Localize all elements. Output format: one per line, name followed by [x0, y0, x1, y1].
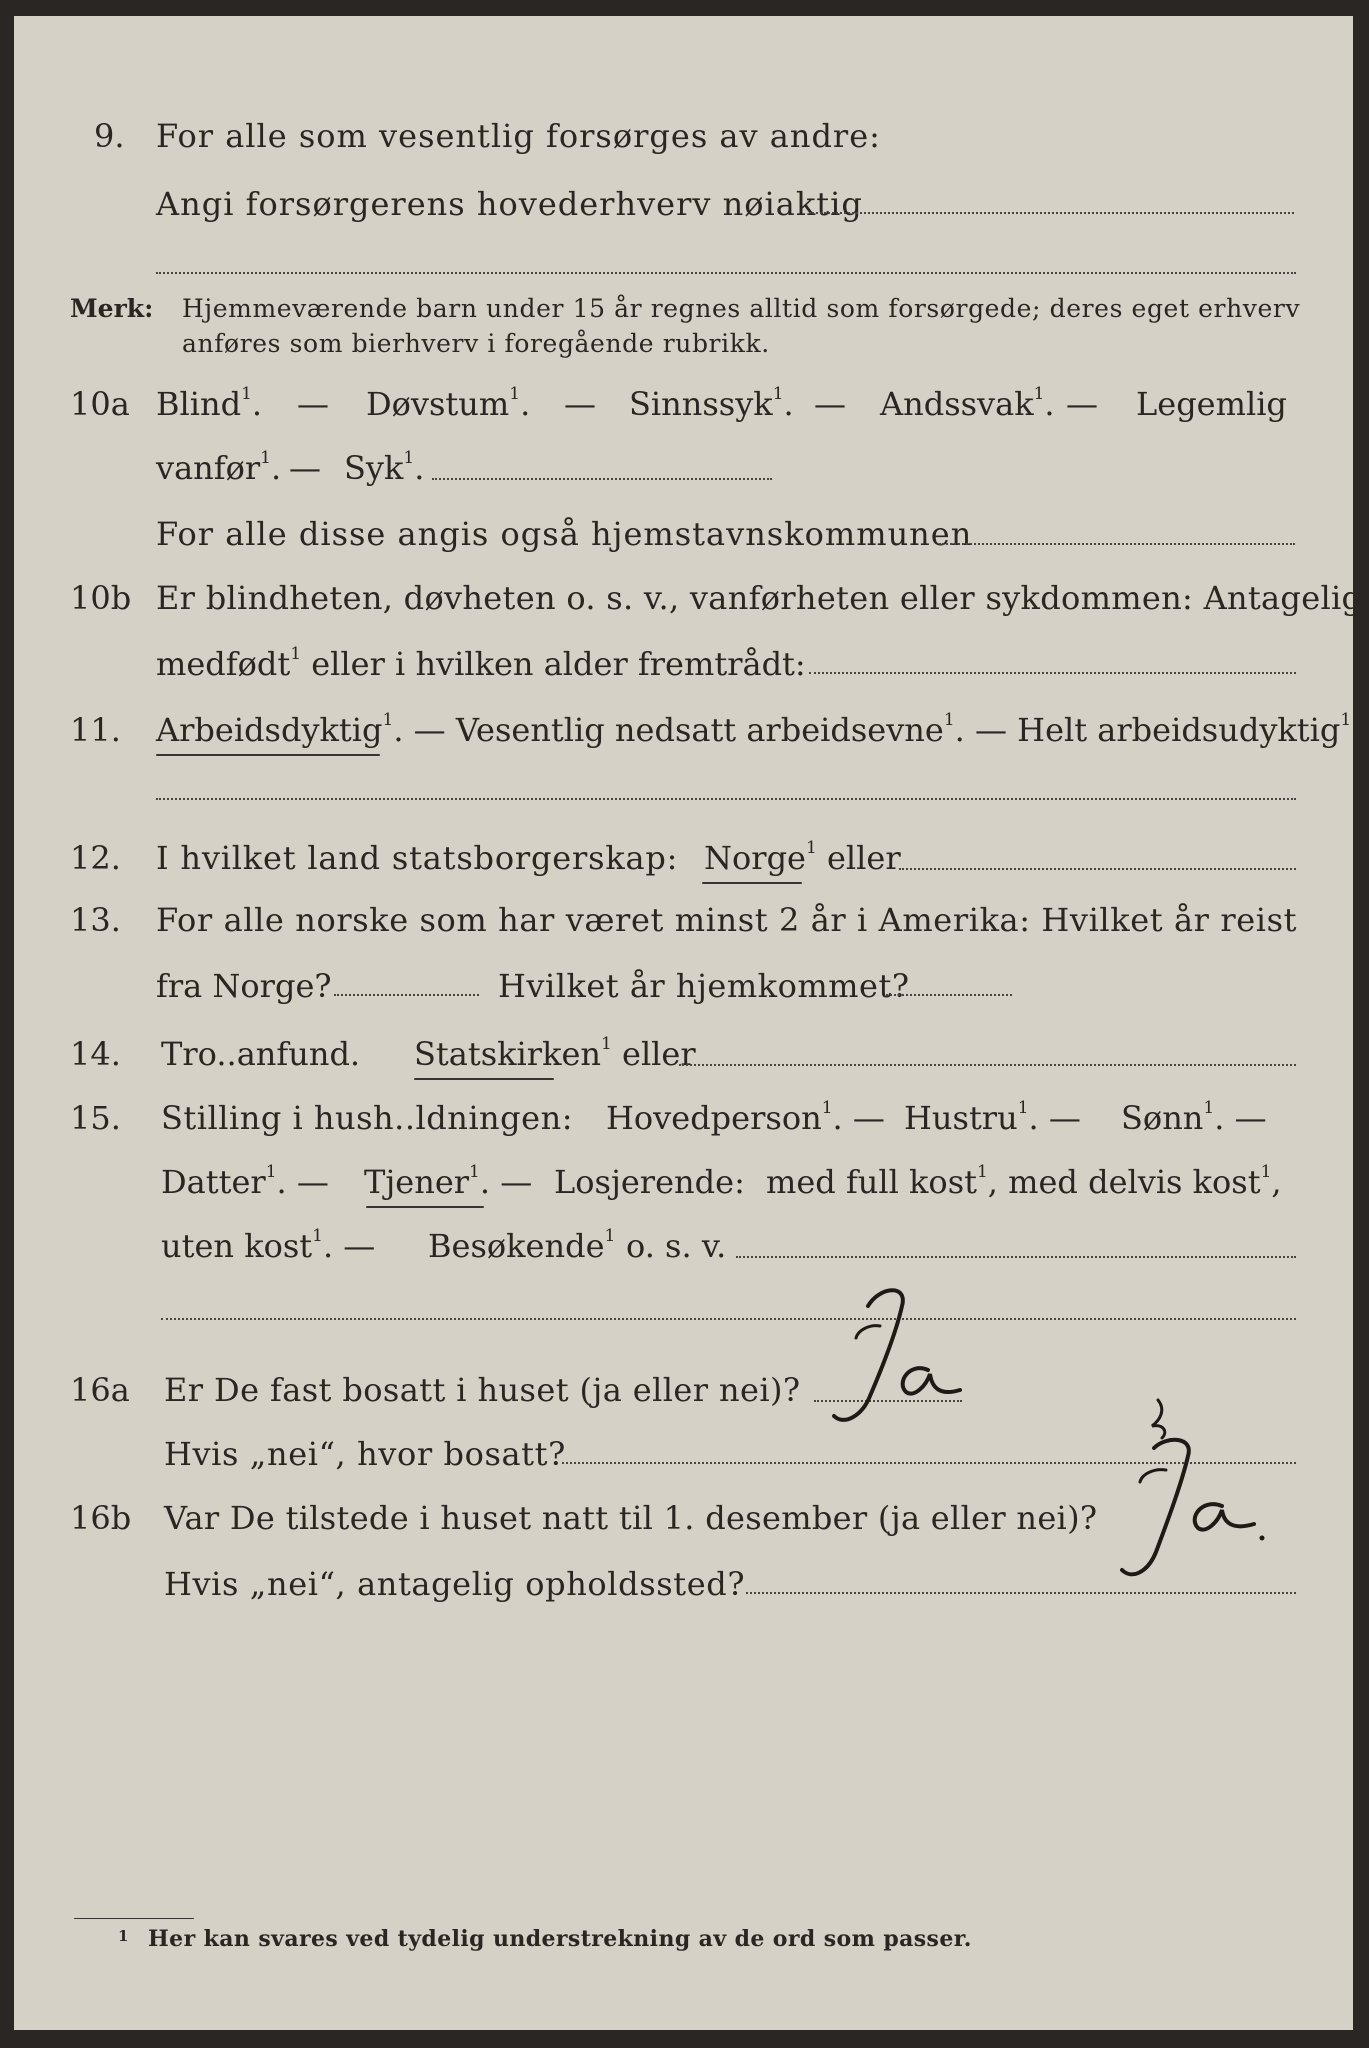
- item-9-occupation-label: Angi forsørgerens hovederhverv nøiaktig: [156, 185, 863, 223]
- footnote-ref: 1: [943, 710, 955, 730]
- item-10a-sinnssyk: Sinnssyk$^1$.: [629, 384, 794, 423]
- item-16a-where-label: Hvis „nei“, hvor bosatt?: [164, 1435, 566, 1473]
- item-14-underline-statskirken: [414, 1078, 554, 1080]
- item-10a-blind: Blind$^1$.: [156, 384, 263, 423]
- item-15-hovedperson: Hovedperson$^1$. —: [606, 1098, 885, 1137]
- footnote-ref: 1: [290, 644, 302, 664]
- item-9-answer-line-2: [156, 272, 1296, 274]
- item-16a-handwritten-answer: [810, 1278, 980, 1448]
- item-10a-vanfor: vanfør$^1$.: [156, 448, 282, 487]
- census-form-page: [14, 16, 1363, 2030]
- note-label: Merk:: [70, 294, 154, 323]
- footnote-ref: 1: [772, 384, 784, 404]
- item-12-underline-norge: [702, 882, 802, 884]
- item-9-answer-line-1: [809, 212, 1294, 214]
- item-10a-answer-line: [432, 478, 772, 480]
- item-15-besokende: Besøkende$^1$: [428, 1226, 616, 1265]
- item-12-answer-line: [899, 868, 1296, 870]
- footnote-ref: 1: [469, 1162, 480, 1182]
- item-15-household-label: Stilling i hush..ldningen:: [161, 1099, 573, 1137]
- item-16b-location-label: Hvis „nei“, antagelig opholdssted?: [164, 1565, 746, 1603]
- item-11-answer-line: [156, 798, 1296, 800]
- item-14-answer-line: [679, 1064, 1296, 1066]
- item-16b-handwritten-answer: [1084, 1396, 1274, 1596]
- item-13-return-year-line: [886, 994, 1012, 996]
- footnote-ref: 1: [382, 710, 394, 730]
- item-10b-answer-line: [809, 672, 1296, 674]
- item-16b-question: Var De tilstede i huset natt til 1. desember (ja eller nei)?: [164, 1499, 1098, 1537]
- item-10a-dash-5: —: [289, 449, 321, 487]
- item-15-hustru: Hustru$^1$. —: [904, 1098, 1081, 1137]
- item-10a-home-municipality-label: For alle disse angis også hjemstavnskommunen: [156, 515, 973, 553]
- item-16b-location-line: [746, 1592, 1296, 1594]
- footnote-ref: 1: [1340, 710, 1352, 730]
- item-15-datter: Datter$^1$. —: [161, 1162, 329, 1201]
- footnote-ref: 1: [265, 1162, 277, 1182]
- item-10a-dash-4: —: [1066, 385, 1098, 423]
- item-10a-andssvak: Andssvak$^1$.: [880, 384, 1055, 423]
- footnote-ref: 1: [403, 448, 415, 468]
- item-15-full-kost: med full kost$^1$, med delvis kost$^1$,: [766, 1162, 1282, 1201]
- footnote-ref: 1: [1033, 384, 1045, 404]
- footnote-ref: 1: [1017, 1098, 1029, 1118]
- item-14-statskirken: Statskirken$^1$ eller: [414, 1034, 696, 1073]
- item-10a-dash-3: —: [814, 385, 846, 423]
- item-16b-number: 16b: [70, 1499, 132, 1537]
- item-15-tjener: Tjener$^1$. —: [364, 1162, 533, 1201]
- item-10b-medfodt: medfødt$^1$ eller i hvilken alder fremtrådt:: [156, 644, 806, 683]
- item-11-work-capacity: Arbeidsdyktig$^1$. — Vesentlig nedsatt arbeidsevne$^1$. — Helt arbeidsudyktig$^1$.: [156, 710, 1362, 749]
- footnote-ref: 1: [604, 1226, 616, 1246]
- footnote-marker: 1: [118, 1927, 129, 1945]
- item-15-sonn: Sønn$^1$. —: [1121, 1098, 1267, 1137]
- item-13-number: 13.: [70, 901, 121, 939]
- item-10a-legemlig: Legemlig: [1136, 385, 1287, 423]
- item-10b-question: Er blindheten, døvheten o. s. v., vanførheten eller sykdommen: Antagelig: [156, 579, 1363, 617]
- item-9-question: For alle som vesentlig forsørges av andre:: [156, 117, 881, 155]
- note-line-1: Hjemmeværende barn under 15 år regnes alltid som forsørgede; deres eget erhverv: [182, 294, 1301, 323]
- footnote-ref: 1: [260, 448, 271, 468]
- footnote-separator: [74, 1918, 194, 1919]
- footnote-text: Her kan svares ved tydelig understrekning av de ord som passer.: [148, 1926, 972, 1952]
- item-11-underline-arbeidsdyktig: [156, 754, 380, 756]
- item-15-number: 15.: [70, 1099, 121, 1137]
- item-16a-question: Er De fast bosatt i huset (ja eller nei)?: [164, 1371, 801, 1409]
- item-11-number: 11.: [70, 711, 121, 749]
- note-line-2: anføres som bierhverv i foregående rubrikk.: [182, 329, 770, 358]
- item-12-norge: Norge$^1$ eller: [704, 838, 901, 877]
- item-10a-dash-2: —: [564, 385, 596, 423]
- item-14-trossamfund: Tro..anfund.: [161, 1035, 361, 1073]
- item-15-losjerende: Losjerende:: [554, 1163, 745, 1201]
- item-12-number: 12.: [70, 839, 121, 877]
- footnote-ref: 1: [976, 1162, 988, 1182]
- item-15-answer-line-2: [161, 1318, 1296, 1320]
- item-13-question: For alle norske som har været minst 2 år i Amerika: Hvilket år reist: [156, 901, 1298, 939]
- item-13-left-year-line: [334, 994, 479, 996]
- item-12-question: I hvilket land statsborgerskap:: [156, 839, 679, 877]
- item-15-answer-line-1: [736, 1256, 1296, 1258]
- footnote-ref: 1: [601, 1034, 612, 1054]
- item-9-number: 9.: [94, 117, 125, 155]
- item-10a-number: 10a: [70, 385, 130, 423]
- footnote-ref: 1: [821, 1098, 833, 1118]
- item-13-fra-norge: fra Norge?: [156, 967, 332, 1005]
- footnote-ref: 1: [805, 838, 817, 858]
- footnote-ref: 1: [312, 1226, 323, 1246]
- item-10a-municipality-line: [939, 543, 1295, 545]
- item-15-uten-kost: uten kost$^1$. —: [161, 1226, 376, 1265]
- item-15-underline-tjener: [366, 1206, 484, 1208]
- item-10a-dash-1: —: [297, 385, 329, 423]
- item-10b-number: 10b: [70, 579, 132, 617]
- footnote-ref: 1: [1203, 1098, 1215, 1118]
- item-16a-number: 16a: [70, 1371, 130, 1409]
- footnote-ref: 1: [1260, 1162, 1272, 1182]
- footnote-ref: 1: [241, 384, 252, 404]
- item-10a-syk: Syk$^1$.: [344, 448, 425, 487]
- item-14-number: 14.: [70, 1035, 121, 1073]
- item-15-osv: o. s. v.: [626, 1227, 727, 1265]
- footnote-ref: 1: [509, 384, 521, 404]
- item-10a-dovstum: Døvstum$^1$.: [366, 384, 531, 423]
- item-13-hjemkommet: Hvilket år hjemkommet?: [498, 967, 910, 1005]
